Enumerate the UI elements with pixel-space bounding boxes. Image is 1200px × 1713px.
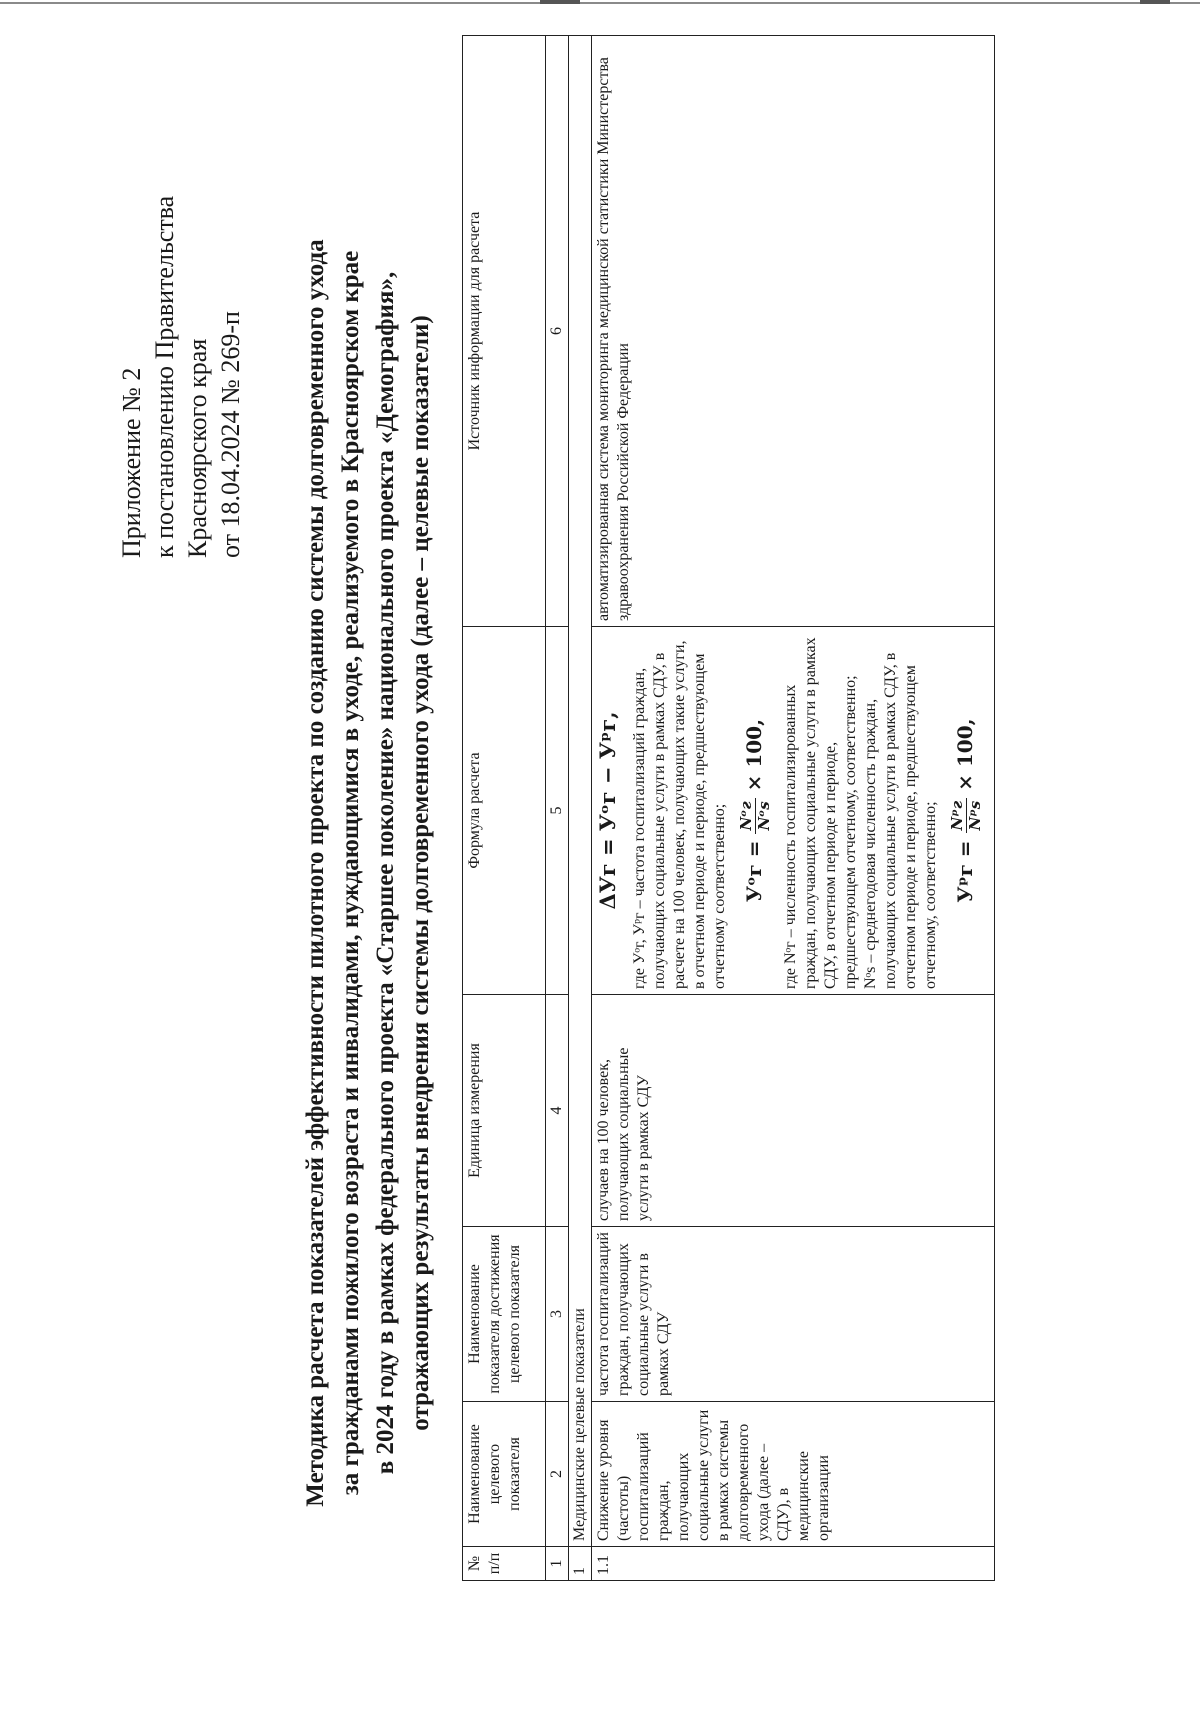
formula-previous [949, 632, 984, 989]
header-cell: № п/п [463, 1547, 546, 1581]
header-cell: Формула расчета [463, 627, 546, 995]
formula-description: где Уᵒг, Уᵖг – частота госпитализаций граждан, получающих социальные услуги в рамках СДУ, в расчете на 100 человек, получающих такие услуги, в отчетном периоде и периоде, предшествующем отчетному соответственно; [631, 640, 728, 989]
column-number: 5 [546, 627, 569, 995]
column-number: 2 [546, 1402, 569, 1547]
formula-cell [592, 627, 995, 995]
appendix-number: Приложение № 2 [117, 367, 146, 558]
fraction-numerator: Nᵒг [738, 798, 756, 833]
column-number: 3 [546, 1227, 569, 1402]
information-source: автоматизированная система мониторинга медицинской статистики Министерства здравоохранения Российской Федерации [592, 36, 995, 627]
achievement-name: частота госпитализаций граждан, получающих социальные услуги в рамках СДУ [592, 1227, 995, 1402]
title-line: в 2024 году в рамках федерального проекта «Старшее поколение» национального проекта «Демография», [372, 271, 399, 1475]
unit-of-measure: случаев на 100 человек, получающих социальные услуги в рамках СДУ [592, 995, 995, 1227]
fraction-denominator: Nᵖs [966, 800, 984, 831]
header-cell: Единица измерения [463, 995, 546, 1227]
formula-description: Nᵒs – среднегодовая численность граждан, получающих социальные услуги в рамках СДУ, в отчетном периоде и периоде, предшествующем отчетному, соответственно; [862, 652, 939, 989]
title-line: Методика расчета показателей эффективности пилотного проекта по созданию системы долговременного ухода [302, 239, 329, 1507]
fraction-numerator: Nᵖг [949, 798, 967, 834]
header-cell: Источник информации для расчета [463, 36, 546, 627]
formula-reported [738, 632, 773, 989]
appendix-header [115, 98, 247, 558]
indicators-table [462, 35, 995, 1581]
section-row [569, 36, 592, 1581]
formula-main: ΔУг = Уᵒг − Уᵖг, [595, 711, 620, 910]
title-line: за гражданами пожилого возраста и инвалидами, нуждающимися в уходе, реализуемого в Красноярском крае [337, 250, 364, 1496]
column-number: 4 [546, 995, 569, 1227]
appendix-region: Красноярского края [183, 338, 212, 558]
column-number: 6 [546, 36, 569, 627]
appendix-resolution: к постановлению Правительства [150, 195, 179, 558]
column-number-row [546, 36, 569, 1581]
column-number: 1 [546, 1547, 569, 1581]
formula-fraction [738, 798, 773, 833]
formula-tail: × 100, [953, 718, 977, 791]
title-line: отражающих результаты внедрения системы долговременного ухода (далее – целевые показатели) [407, 315, 434, 1431]
fraction-denominator: Nᵒs [755, 801, 773, 831]
formula-lhs: Уᵖг = [953, 840, 977, 903]
indicator-name: Снижение уровня (частоты) госпитализаций граждан, получающих социальные услуги в рамках системы долговременного ухода (далее – СДУ), в медицинские организации [592, 1402, 995, 1547]
formula-fraction [949, 798, 984, 834]
row-number: 1.1 [592, 1547, 995, 1581]
appendix-date: от 18.04.2024 № 269-п [216, 311, 245, 558]
formula-description: где Nᵒг – численность госпитализированных граждан, получающих социальные услуги в рамках СДУ, в отчетном периоде и периоде, предшествующем отчетному, соответственно; [782, 637, 859, 989]
document-title [298, 113, 438, 1633]
table-row [592, 36, 995, 1581]
header-cell: Наименование целевого показателя [463, 1402, 546, 1547]
header-cell: Наименование показателя достижения целевого показателя [463, 1227, 546, 1402]
formula-lhs: Уᵒг = [742, 840, 766, 903]
section-number: 1 [569, 1547, 592, 1581]
formula-tail: × 100, [742, 718, 766, 792]
table-header-row [463, 36, 546, 1581]
section-label: Медицинские целевые показатели [569, 36, 592, 1547]
